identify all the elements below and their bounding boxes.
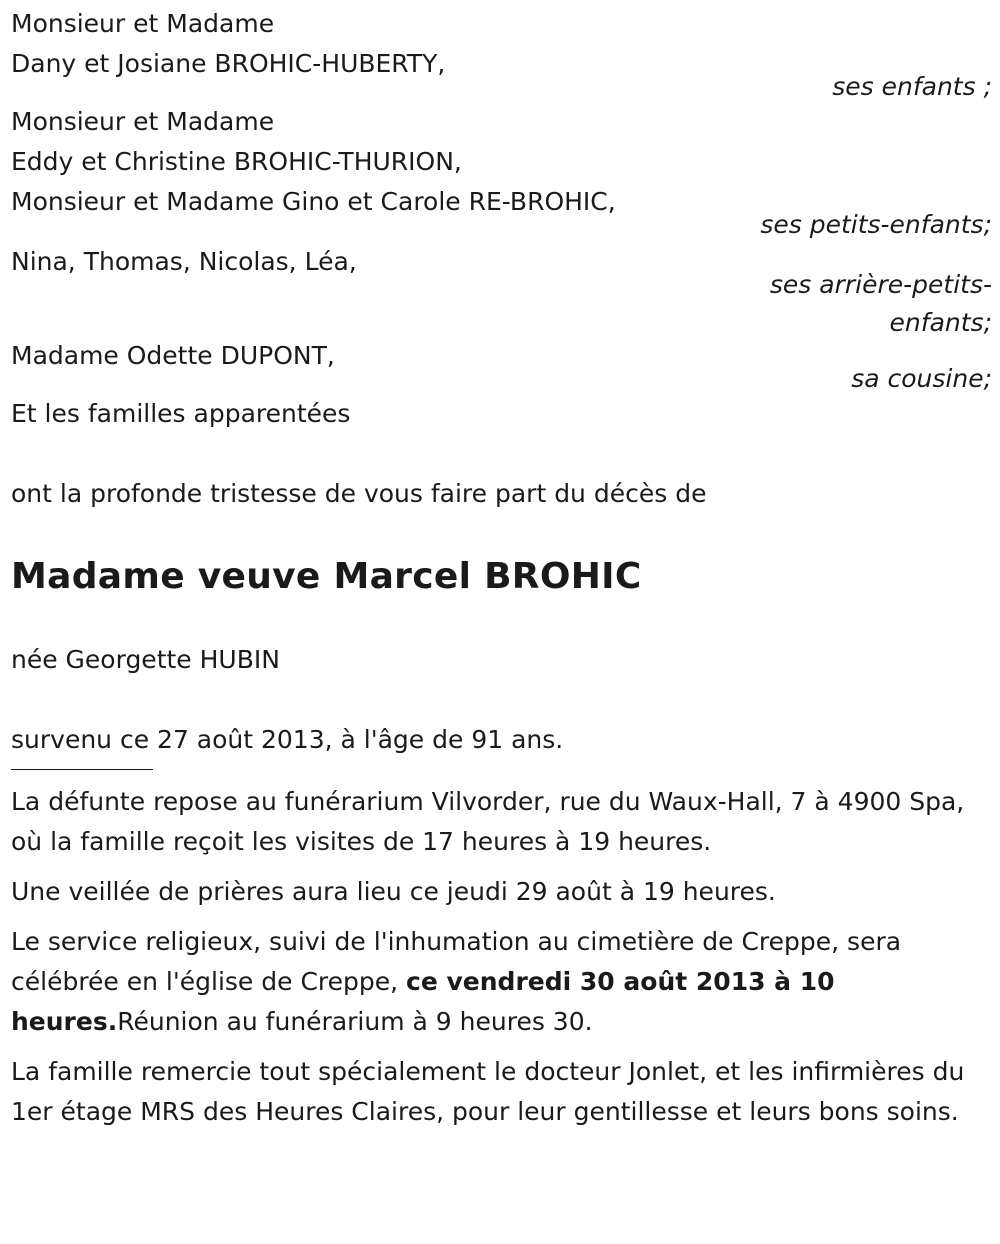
thanks-paragraph: La famille remercie tout spécialement le docteur Jonlet, et les infirmières du 1er étage MRS des Heures Claires, pour leur gentillesse et leurs bons soins. <box>11 1057 965 1126</box>
service-date-bold: ce vendredi 30 août 2013 à 10 heures. <box>11 967 835 1036</box>
grandchildren-line-2: Eddy et Christine BROHIC-THURION, <box>11 147 462 176</box>
grandchildren-block <box>11 102 990 245</box>
funerarium-paragraph: La défunte repose au funérarium Vilvorder, rue du Waux-Hall, 7 à 4900 Spa, où la famille reçoit les visites de 17 heures à 19 heures. <box>11 787 965 856</box>
relatives-line: Et les familles apparentées <box>11 399 351 428</box>
cousin-block <box>11 336 990 399</box>
children-line-2: Dany et Josiane BROHIC-HUBERTY, <box>11 49 446 78</box>
separator-rule <box>11 768 153 770</box>
children-role: ses enfants ; <box>832 72 992 101</box>
deceased-name: Madame veuve Marcel BROHIC <box>11 556 642 597</box>
greatgrandchildren-block <box>11 242 990 343</box>
grandchildren-line-3: Monsieur et Madame Gino et Carole RE-BROHIC, <box>11 187 616 216</box>
greatgrandchildren-role-1: ses arrière-petits- <box>769 270 992 299</box>
service-text-after: Réunion au funérarium à 9 heures 30. <box>117 1007 593 1036</box>
greatgrandchildren-line-1: Nina, Thomas, Nicolas, Léa, <box>11 247 357 276</box>
cousin-role: sa cousine; <box>851 364 992 393</box>
grandchildren-line-1: Monsieur et Madame <box>11 107 275 136</box>
service-paragraph <box>11 922 990 1042</box>
children-block <box>11 4 990 107</box>
children-line-1: Monsieur et Madame <box>11 9 275 38</box>
vigil-paragraph: Une veillée de prières aura lieu ce jeudi 29 août à 19 heures. <box>11 877 776 906</box>
announcement-text: ont la profonde tristesse de vous faire part du décès de <box>11 479 707 508</box>
cousin-line-1: Madame Odette DUPONT, <box>11 341 335 370</box>
service-text-before: Le service religieux, suivi de l'inhumation au cimetière de Creppe, sera célébrée en l'église de Creppe, <box>11 927 902 996</box>
greatgrandchildren-role-2: enfants; <box>889 308 992 337</box>
deceased-date-line: survenu ce 27 août 2013, à l'âge de 91 ans. <box>11 725 564 754</box>
grandchildren-role: ses petits-enfants; <box>760 210 992 239</box>
deceased-born-as: née Georgette HUBIN <box>11 645 280 674</box>
relatives-block <box>11 394 990 434</box>
